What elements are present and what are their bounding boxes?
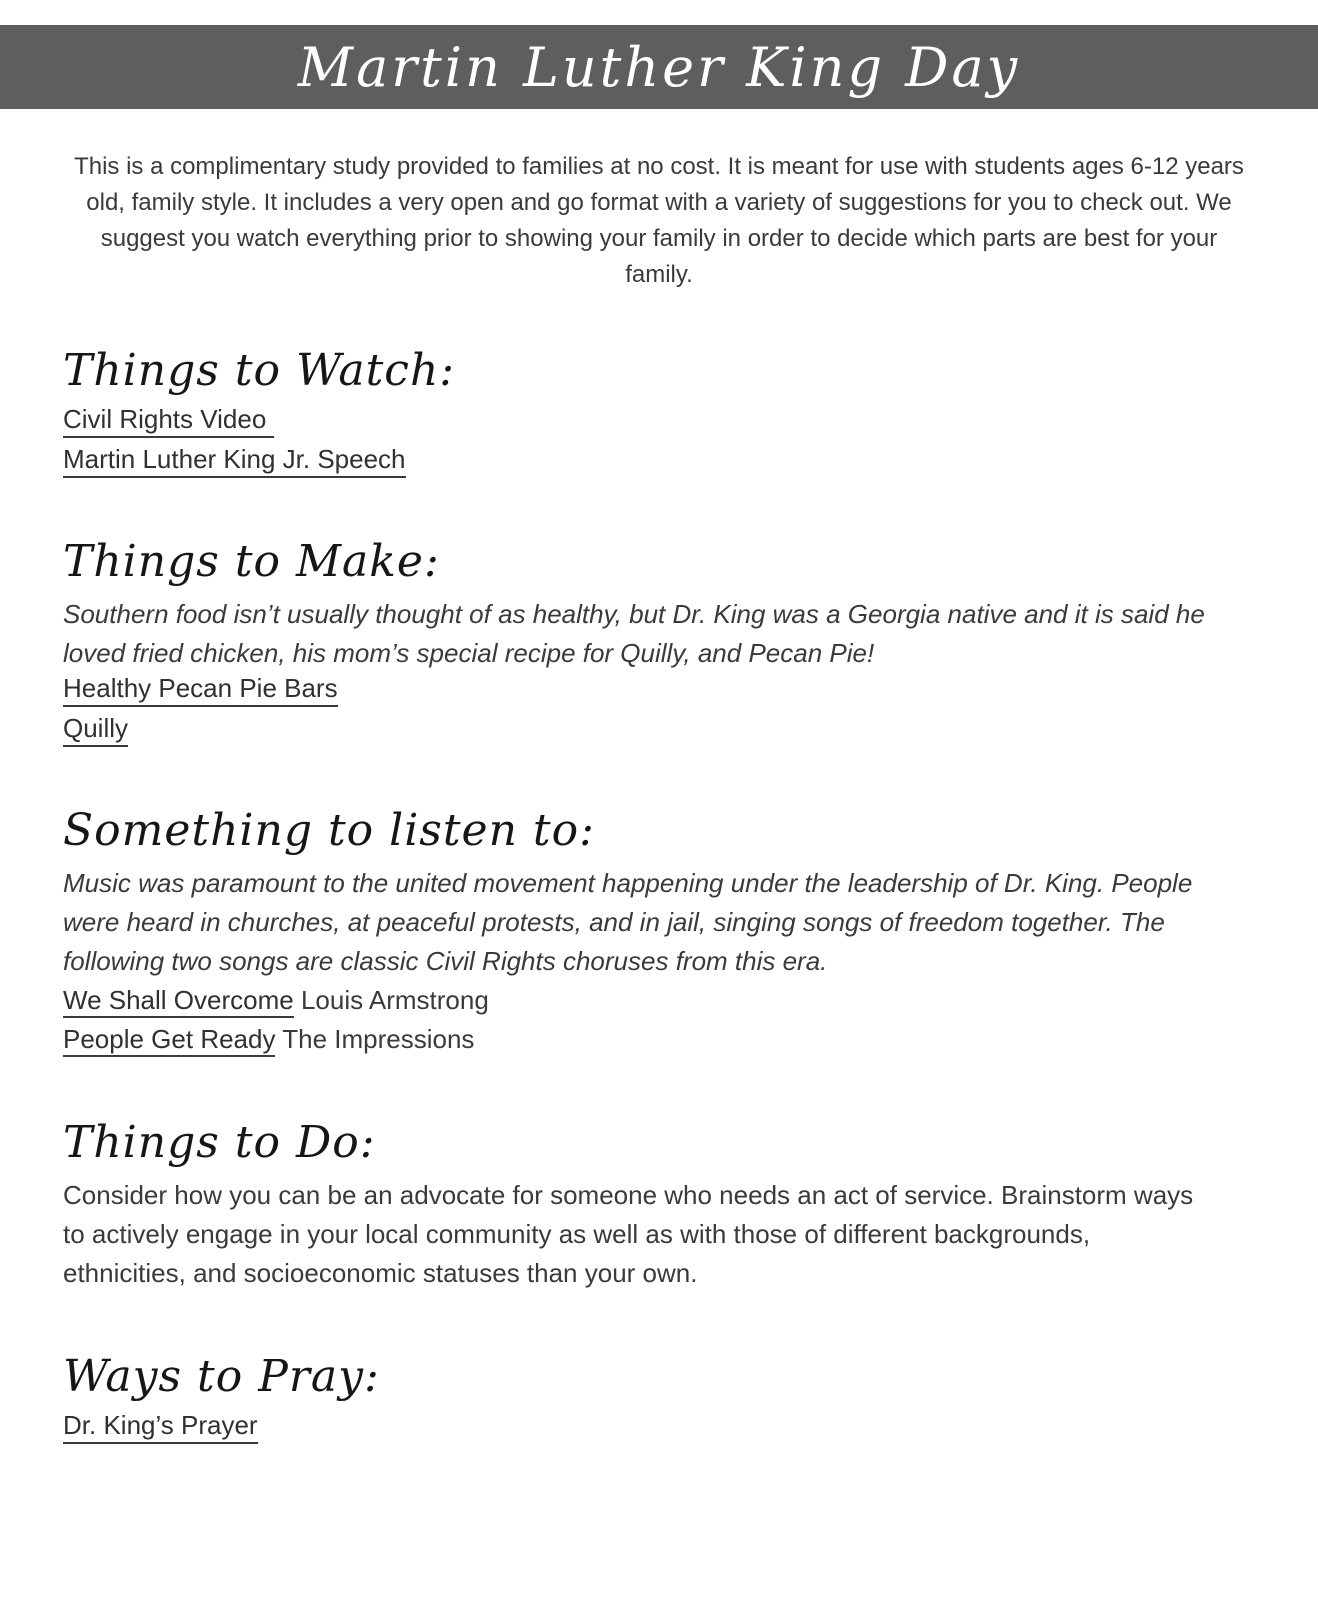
link-people-get-ready[interactable]: People Get Ready — [63, 1024, 275, 1057]
section-things-to-watch — [63, 345, 1208, 478]
link-we-shall-overcome[interactable]: We Shall Overcome — [63, 985, 294, 1018]
link-civil-rights-video[interactable]: Civil Rights Video — [63, 404, 274, 438]
listen-description: Music was paramount to the united movement happening under the leadership of Dr. King. People were heard in churches, at peaceful protests, and in jail, singing songs of freedom together. The following two songs are classic Civil Rights choruses from this era. — [63, 868, 1193, 976]
link-dr-kings-prayer[interactable]: Dr. King’s Prayer — [63, 1410, 258, 1444]
do-description: Consider how you can be an advocate for someone who needs an act of service. Brainstorm ways to actively engage in your local community as well as with those of different backgrounds, ethnicities, and socioeconomic statuses than your own. — [63, 1180, 1194, 1288]
section-heading-make: Things to Make: — [63, 536, 440, 587]
link-healthy-pecan-pie-bars[interactable]: Healthy Pecan Pie Bars — [63, 673, 338, 707]
link-mlk-speech[interactable]: Martin Luther King Jr. Speech — [63, 444, 406, 478]
song-line-we-shall-overcome — [63, 981, 1208, 1020]
section-things-to-make — [63, 536, 1208, 747]
section-things-to-do — [63, 1117, 1208, 1293]
header-band — [0, 25, 1318, 109]
section-heading-watch: Things to Watch: — [63, 345, 456, 396]
section-heading-pray: Ways to Pray: — [63, 1351, 380, 1402]
link-quilly[interactable]: Quilly — [63, 713, 128, 747]
song-artist-the-impressions: The Impressions — [275, 1024, 475, 1054]
song-artist-louis-armstrong: Louis Armstrong — [293, 985, 489, 1015]
section-ways-to-pray — [63, 1351, 1208, 1444]
song-line-people-get-ready — [63, 1020, 1208, 1059]
section-heading-listen: Something to listen to: — [63, 805, 595, 856]
section-heading-do: Things to Do: — [63, 1117, 376, 1168]
document-body — [0, 345, 1318, 1444]
make-description: Southern food isn’t usually thought of as healthy, but Dr. King was a Georgia native and it is said he loved fried chicken, his mom’s special recipe for Quilly, and Pecan Pie! — [63, 599, 1205, 668]
intro-paragraph: This is a complimentary study provided to families at no cost. It is meant for use with students ages 6-12 years old, family style. It includes a very open and go format with a variety of suggestions for you to check out. We suggest you watch everything prior to showing your family in order to decide which parts are best for your family. — [74, 153, 1244, 288]
section-something-to-listen-to — [63, 805, 1208, 1059]
page-title: Martin Luther King Day — [297, 35, 1021, 99]
